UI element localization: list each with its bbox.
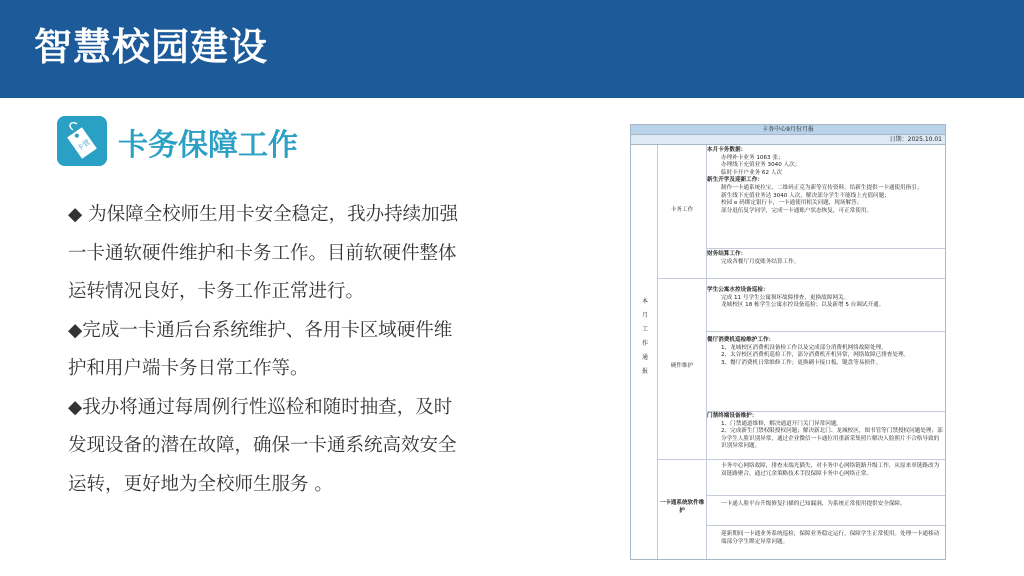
settlement-content: 财务结算工作： 完成各餐厅月度账务结算工作。 bbox=[707, 251, 800, 265]
software-content: 迎新期间一卡通业务系统巡检，保障业务稳定运行，保障学生正常使用。处理一卡通移动端部分学生绑定异常问题。 bbox=[721, 531, 940, 545]
card-tag-icon bbox=[57, 116, 107, 166]
report-table bbox=[631, 145, 945, 559]
category-label: 一卡通系统软件维护 bbox=[659, 500, 705, 514]
report-title: 卡务中心9月份月报 bbox=[631, 125, 945, 135]
category-cell bbox=[658, 460, 707, 559]
software-content: 卡务中心网络故障，排查末端光猫失，对卡务中心网络链路升级工作，从原来单链路改为双链路聚合，通过冗余策略技术手段保障卡务中心网络正常。 bbox=[721, 463, 940, 477]
software-content: 一卡通人脸平台升级修复扫描的已知漏洞，为系统正常使用提供安全保障。 bbox=[721, 501, 906, 507]
side-label: 本月工作通报 bbox=[641, 298, 648, 375]
category-label: 硬件维护 bbox=[670, 363, 694, 369]
monthly-report-image bbox=[630, 124, 946, 560]
report-date: 日期：2025.10.01 bbox=[631, 135, 945, 145]
paragraph: ◆ 为保障全校师生用卡安全稳定，我办持续加强一卡通软硬件维护和卡务工作。目前软硬件整体运转情况良好，卡务工作正常进行。 bbox=[68, 204, 459, 302]
paragraph: ◆我办将通过每周例行性巡检和随时抽查，及时发现设备的潜在故障，确保一卡通系统高效安全运转，更好地为全校师生服务 。 bbox=[68, 396, 457, 495]
card-work-content: 本月卡务数据： 办理补卡业务 1063 张； 办理线下充值业务 3040 人次； 临时卡开户业务 62 人次 新生开学及迎新工作： 制作一卡通系统拉宝、二维码正克为新等宣传资料，给新生提供一卡通使用指引； 新生线下充值业务达 3040 人次，解决部分学生不能线上充值问题； 校园 e 码绑定银行卡，一卡通使用相关问题，现场解答； 部分退伍复学同学，完成一卡通账户状态恢复，可正常使用。 bbox=[707, 147, 923, 214]
category-cell bbox=[658, 145, 707, 279]
hardware-content: 餐厅消费机巡检维护工作： 1、龙城校区消费机设备检工作以及完成部分消费机网络故障处理。 2、太谷校区消费机巡检工作，部分消费机开机异常，网络故障已排查处理。 3、餐厅消费机日常维修工作；更换刷卡接口板、键盘等易损件。 bbox=[707, 337, 910, 366]
paragraph: ◆完成一卡通后台系统维护、各用卡区域硬件维护和用户端卡务日常工作等。 bbox=[68, 319, 453, 379]
category-label: 卡务工作 bbox=[670, 207, 694, 213]
side-label-cell bbox=[631, 145, 658, 559]
hardware-content: 门禁终端设备维护： 1、门禁通道维修，解决通道开门关门异常问题。 2、完成新生门禁权限授权问题；解决新北门、龙城校区，图书管等门禁授权问题处理；部分学生人脸识别异常，通过企业微信一卡通位用重新采集照片解决人脸照片不合格导致的识别异常问题。 bbox=[707, 413, 943, 450]
body-text bbox=[68, 196, 468, 504]
page-title: 智慧校园建设 bbox=[34, 25, 269, 69]
svg-text:卡管: 卡管 bbox=[75, 138, 92, 153]
title-bar bbox=[0, 0, 1024, 98]
category-cell bbox=[658, 279, 707, 460]
section-title: 卡务保障工作 bbox=[118, 128, 298, 163]
hardware-content: 学生公寓水控设备巡检： 完成 11 号学生公寓损坏故障排查，更换故障网关。 龙城校区 18 栋学生公寓水控设备巡检；以及新增 5 台调试开通。 bbox=[707, 287, 885, 309]
